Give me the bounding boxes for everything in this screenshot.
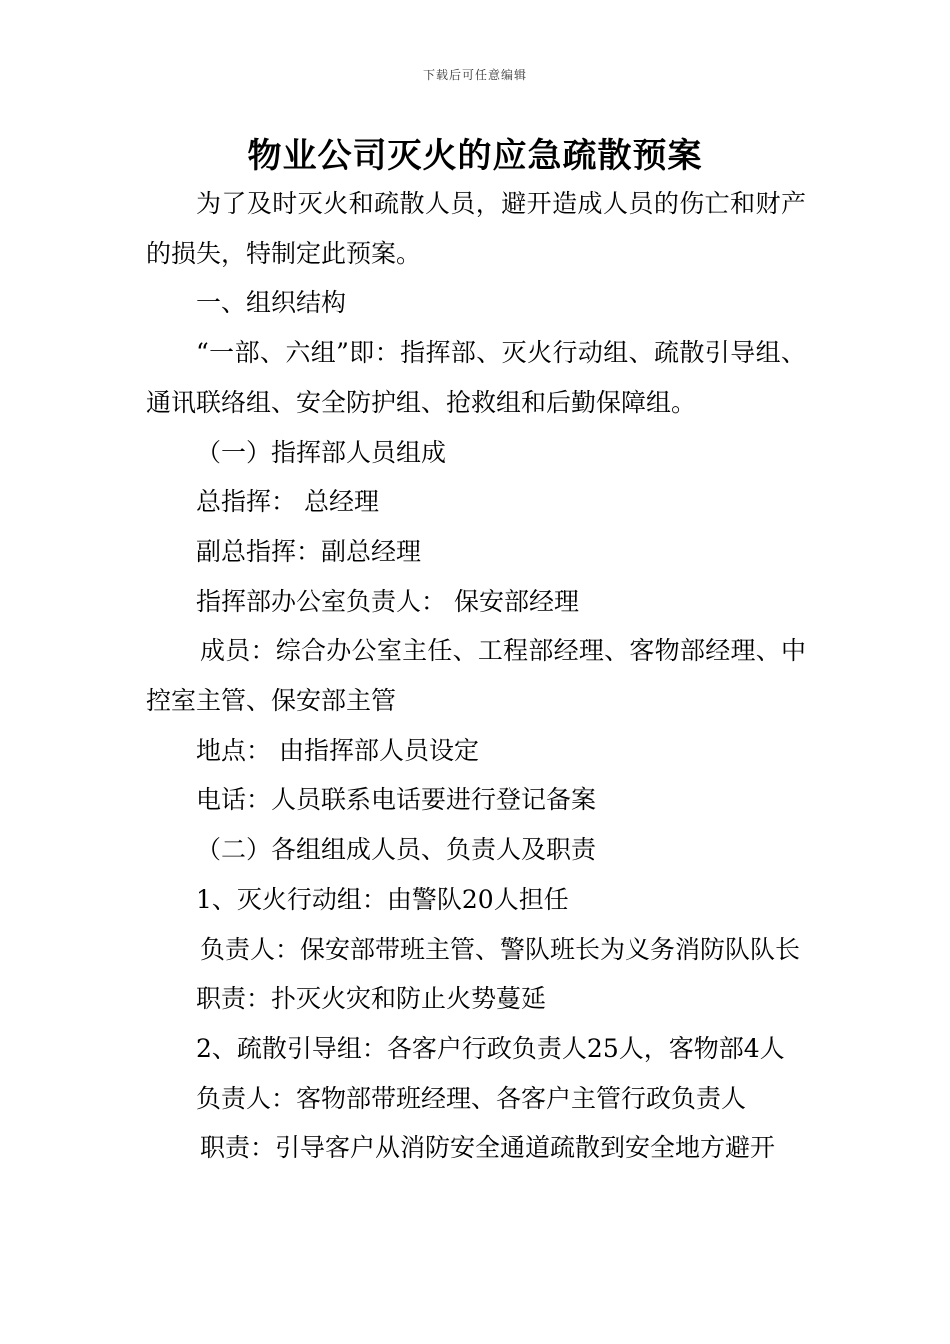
- paragraph-location: 地点： 由指挥部人员设定: [196, 735, 479, 765]
- paragraph-evacuation-duty: 职责：引导客户从消防安全通道疏散到安全地方避开: [200, 1133, 776, 1163]
- subsection-heading-groups: （二）各组组成人员、负责人及职责: [196, 835, 597, 865]
- document-title: 物业公司灭火的应急疏散预案: [247, 136, 703, 176]
- paragraph-evacuation-leader: 负责人：客物部带班经理、各客户主管行政负责人: [196, 1083, 747, 1113]
- paragraph-structure: “一部、六组”即：指挥部、灭火行动组、疏散引导组、通讯联络组、安全防护组、抢救组和后勤保障组。: [146, 338, 806, 417]
- section-heading-organization: 一、组织结构: [196, 288, 347, 318]
- paragraph-deputy-commander: 副总指挥：副总经理: [196, 536, 422, 566]
- paragraph-intro: 为了及时灭火和疏散人员，避开造成人员的伤亡和财产的损失，特制定此预案。: [146, 189, 806, 268]
- paragraph-firefighting-group: 1、灭火行动组：由警队20人担任: [196, 884, 569, 914]
- paragraph-office-head: 指挥部办公室负责人： 保安部经理: [196, 586, 579, 616]
- paragraph-commander: 总指挥： 总经理: [196, 487, 379, 517]
- document-body: [146, 179, 806, 1173]
- paragraph-firefighting-leader: 负责人：保安部带班主管、警队班长为义务消防队队长: [200, 934, 801, 964]
- header-note: 下载后可任意编辑: [422, 68, 527, 82]
- paragraph-members: 成员：综合办公室主任、工程部经理、客物部经理、中控室主管、保安部主管: [146, 636, 806, 716]
- paragraph-evacuation-group: 2、疏散引导组：各客户行政负责人25人，客物部4人: [196, 1033, 785, 1063]
- paragraph-phone: 电话：人员联系电话要进行登记备案: [196, 785, 597, 815]
- subsection-heading-command: （一）指挥部人员组成: [196, 437, 447, 467]
- paragraph-firefighting-duty: 职责：扑灭火灾和防止火势蔓延: [196, 984, 547, 1014]
